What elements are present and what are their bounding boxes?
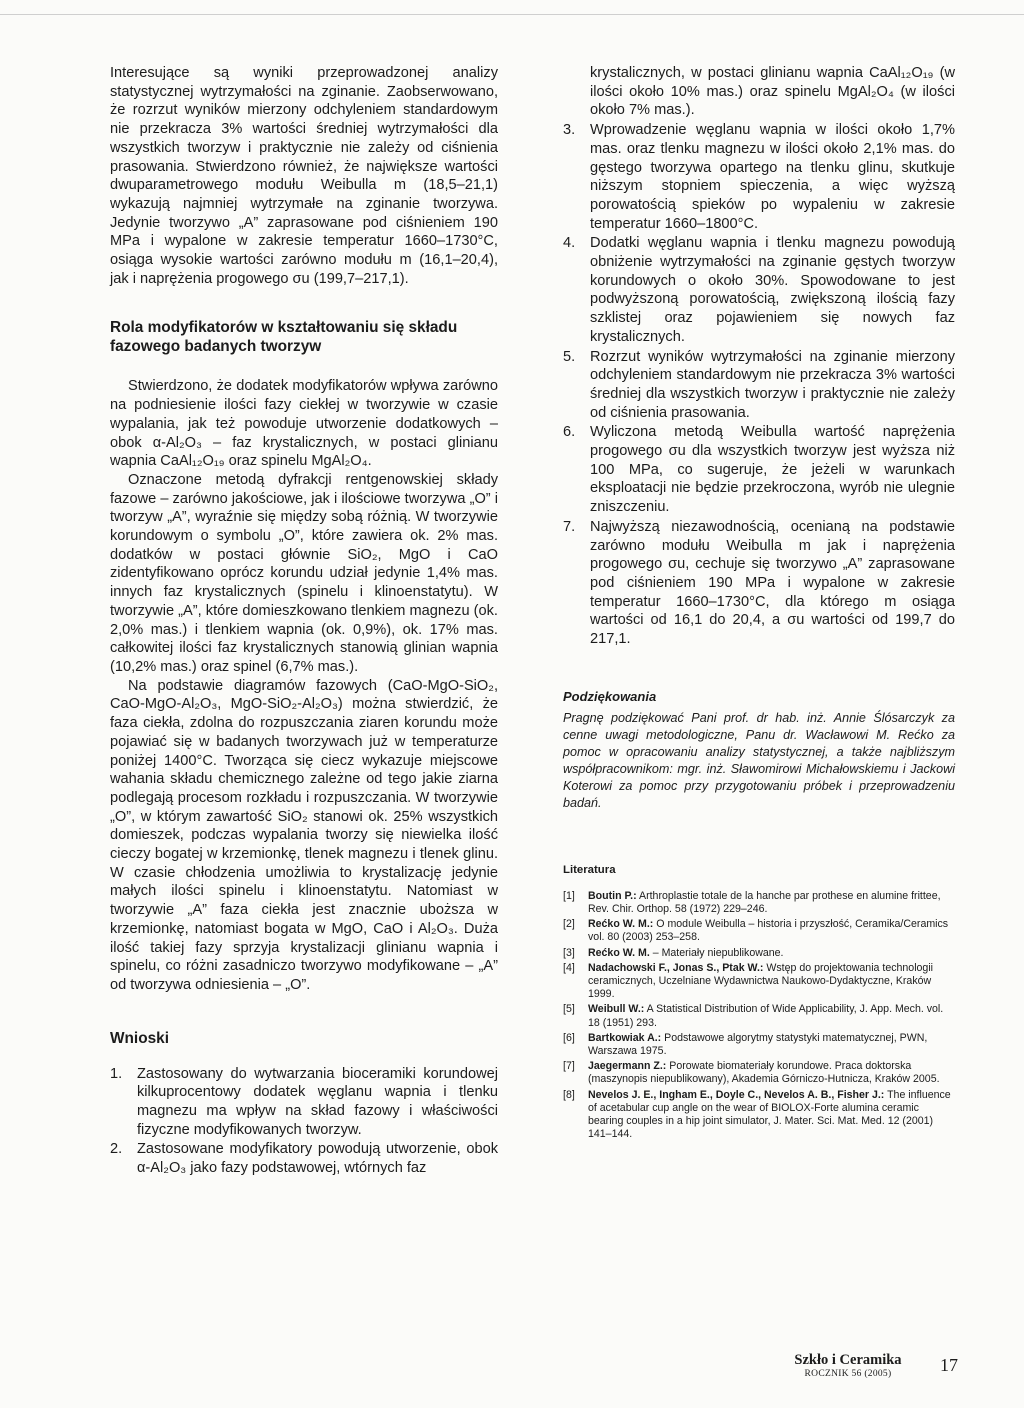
conclusion-number: 3.: [563, 122, 576, 139]
reference-body: [588, 947, 955, 960]
reference-text: Arthroplastie totale de la hanche par prothese en alumine frittee, Rev. Chir. Orthop. 58 (1972) 229–246.: [588, 889, 941, 915]
conclusion-number: 1.: [110, 1065, 123, 1082]
conclusion-number: 4.: [563, 235, 576, 252]
reference-authors: Boutin P.:: [588, 889, 637, 902]
reference-authors: Rećko W. M.:: [588, 918, 654, 931]
section-heading-modifiers: Rola modyfikatorów w kształtowaniu się składu fazowego badanych tworzyw: [110, 319, 458, 356]
reference-body: [588, 1089, 955, 1142]
reference-authors: Nevelos J. E., Ingham E., Doyle C., Nevelos A. B., Fisher J.:: [588, 1088, 885, 1101]
conclusion-text: Wprowadzenie węglanu wapnia w ilości około 1,7% mas. oraz tlenku magnezu w ilości około 2,1% mas. do gęstego tworzywa opartego na tlenku glinu, skutkuje niższym stopniem spieczenia, a więc wyższą porowatością spieków po wypaleniu w zakresie temperatur 1660–1800°C.: [590, 122, 955, 232]
conclusion-item: [563, 234, 955, 346]
reference-text: A Statistical Distribution of Wide Applicability, J. App. Mech. vol. 18 (1951) 293.: [588, 1003, 944, 1029]
reference-item: [563, 1089, 955, 1142]
conclusion-item: [563, 121, 955, 233]
reference-number: [8]: [563, 1088, 575, 1101]
paragraph-modifiers: Stwierdzono, że dodatek modyfikatorów wpływa zarówno na podniesienie ilości fazy ciekłej w tworzywie w czasie wypalania, jak też powoduje utworzenie dodatkowych – obok α-Al₂O₃ – faz krystalicznych, w postaci glinianu wapnia CaAl₁₂O₁₉ oraz spinelu MgAl₂O₄.: [110, 378, 498, 470]
section-heading-conclusions: Wnioski: [110, 1029, 169, 1047]
reference-item: [563, 1032, 955, 1058]
reference-number: [6]: [563, 1031, 575, 1044]
reference-text: Porowate biomateriały korundowe. Praca doktorska (maszynopis niepublikowany), Akademia Górniczo-Hutnicza, Kraków 2005.: [588, 1060, 940, 1086]
conclusion-item: [563, 64, 955, 120]
reference-text: O module Weibulla – historia i przyszłość, Ceramika/Ceramics vol. 80 (2003) 253–258.: [588, 918, 949, 944]
references-list: [563, 890, 955, 1142]
reference-item: [563, 890, 955, 916]
conclusion-text: Zastosowane modyfikatory powodują utworzenie, obok α-Al₂O₃ jako fazy podstawowej, wtórnych faz: [137, 1141, 498, 1177]
conclusion-text: Dodatki węglanu wapnia i tlenku magnezu powodują obniżenie wytrzymałości na zginanie gęstych tworzyw korundowych o około 30%. Spowodowane to jest podwyższoną porowatością, zwiększoną ilością fazy szklistej oraz pojawieniem się nowych faz krystalicznych.: [590, 235, 955, 345]
reference-item: [563, 1060, 955, 1086]
reference-authors: Nadachowski F., Jonas S., Ptak W.:: [588, 961, 764, 974]
conclusion-text: Wyliczona metodą Weibulla wartość naprężenia progowego σu dla wszystkich tworzyw jest wyższa niż 100 MPa, co sugeruje, że jeżeli w warunkach eksploatacji nie będzie przekroczona, wyrób nie ulegnie zniszczeniu.: [590, 424, 955, 516]
reference-number: [3]: [563, 946, 575, 959]
reference-authors: Bartkowiak A.:: [588, 1031, 662, 1044]
conclusion-item: [563, 423, 955, 517]
reference-item: [563, 962, 955, 1002]
reference-number: [7]: [563, 1060, 575, 1073]
reference-number: [1]: [563, 889, 575, 902]
reference-item: [563, 947, 955, 960]
acknowledgements-heading: Podziękowania: [563, 688, 657, 704]
reference-text: Wstęp do projektowania technologii ceramicznych, Uczelniane Wydawnictwa Naukowo-Dydaktyczne, Kraków 1999.: [588, 961, 934, 1001]
conclusion-item: [563, 518, 955, 649]
right-column: [563, 64, 955, 1143]
acknowledgements-text: Pragnę podziękować Pani prof. dr hab. inż. Annie Ślósarczyk za cenne uwagi metodologiczne, Panu dr. Wacławowi M. Rećko za pomoc w opracowaniu analizy statystycznej, a także najbliższym współpracownikom: mgr. inż. Sławomirowi Michałowskiemu i Jackowi Koterowi za pomoc przy przygotowaniu próbek i przeprowadzeniu badań.: [563, 710, 955, 810]
conclusion-number: [563, 64, 590, 120]
reference-body: [588, 918, 955, 944]
conclusions-list-continued: [563, 64, 955, 649]
journal-name: Szkło i Ceramika: [794, 1352, 902, 1368]
conclusion-number: 6.: [563, 424, 576, 441]
conclusion-item: [110, 1140, 498, 1177]
paragraph-statistics: Interesujące są wyniki przeprowadzonej analizy statystycznej wytrzymałości na zginanie. Zaobserwowano, że rozrzut wyników mierzony odchyleniem standardowym nie przekracza 3% wartości średniej wytrzymałości dla wszystkich tworzyw i praktycznie nie zależy od ciśnienia prasowania. Stwierdzono również, że największe wartości dwuparametrowego modułu Weibulla m (18,5–21,1) wykazują najmniej wytrzymałe na zginanie tworzywa. Jedynie tworzywo „A” zaprasowane pod ciśnieniem 190 MPa i wypalone w zakresie temperatur 1660–1730°C, osiąga wysokie wartości zarówno modułu m (16,1–20,4), jak i naprężenia progowego σu (199,7–217,1).: [110, 65, 498, 287]
reference-text: Podstawowe algorytmy statystyki matematycznej, PWN, Warszawa 1975.: [588, 1031, 928, 1058]
reference-body: [588, 1060, 955, 1086]
paragraph-xrd: Oznaczone metodą dyfrakcji rentgenowskiej składy fazowe – zarówno jakościowe, jak i ilościowe tworzywa „O” i tworzyw „A”, wyraźnie się między sobą różnią. W tworzywie korundowym o symbolu „O”, które zawiera ok. 2% mas. dodatków w postaci głównie SiO₂, MgO i CaO zidentyfikowano oprócz korundu udział jedynie 1,4% mas. innych faz krystalicznych (spinelu i klinoenstatytu). W tworzywie „A”, które domieszkowano tlenkiem magnezu (ok. 2,0% mas.) i tlenkiem wapnia (ok. 0,9%), ok. 17% mas. całkowitej ilości faz krystalicznych stanowią glinian wapnia (10,2% mas.) oraz spinel (6,7% mas.).: [110, 471, 498, 675]
reference-authors: Weibull W.:: [588, 1003, 645, 1016]
conclusion-number: 2.: [110, 1141, 123, 1158]
conclusion-text: Rozrzut wyników wytrzymałości na zginanie mierzony odchyleniem standardowym nie przekracza 3% wartości średniej dla wszystkich tworzyw i praktycznie nie zależy od ciśnienia prasowania.: [590, 348, 955, 421]
top-rule: [0, 14, 1024, 15]
reference-item: [563, 1003, 955, 1029]
reference-authors: Rećko W. M.: [588, 946, 650, 959]
references-heading: Literatura: [563, 863, 616, 876]
conclusion-item: [563, 348, 955, 423]
reference-item: [563, 918, 955, 944]
reference-body: [588, 962, 955, 1002]
reference-authors: Jaegermann Z.:: [588, 1060, 667, 1073]
reference-number: [5]: [563, 1003, 575, 1016]
reference-body: [588, 1003, 955, 1029]
conclusion-number: 7.: [563, 518, 576, 535]
reference-number: [2]: [563, 918, 575, 931]
reference-number: [4]: [563, 961, 575, 974]
conclusion-number: 5.: [563, 348, 576, 365]
conclusion-text: Zastosowany do wytwarzania bioceramiki korundowej kilkuprocentowy dodatek węglanu wapnia i tlenku magnezu ma wpływ na skład fazowy i właściwości fizyczne modyfikowanych tworzyw.: [137, 1065, 498, 1138]
journal-volume: ROCZNIK 56 (2005): [804, 1369, 892, 1379]
left-column: [110, 64, 498, 1179]
reference-text: The influence of acetabular cup angle on the wear of BIOLOX-Forte alumina ceramic bearing couples in a hip joint simulator, J. Mater. Sci. Mat. Med. 12 (2001) 141–144.: [588, 1088, 951, 1141]
reference-text: – Materiały niepublikowane.: [649, 946, 784, 959]
paragraph-phase-diagrams: Na podstawie diagramów fazowych (CaO-MgO-SiO₂, CaO-MgO-Al₂O₃, MgO-SiO₂-Al₂O₃) można stwierdzić, że faza ciekła, zdolna do rozpuszczania ziaren korundu może pojawiać się w badanych tworzywach już w temperaturze poniżej 1400°C. Tworząca się ciecz wykazuje miejscowe wahania składu chemicznego zależne od tego jakie ziarna podlegają procesom rozkładu i rozpuszczania. W tworzywie „O”, w którym zawartość SiO₂ stanowi ok. 25% wszystkich domieszek, podczas wypalania tworzy się niewielka ilość cieczy bogatej w krzemionkę, tlenek magnezu i tlenek glinu. W czasie chłodzenia umożliwia to krystalizację jedynie małych ilości spinelu i klinoenstatytu. Natomiast w tworzywie „A” faza ciekła jest znacznie uboższa w krzemionkę, natomiast bogata w MgO, CaO i Al₂O₃. Duża ilość takiej fazy sprzyja krystalizacji glinianu wapnia i spinelu, co różni zasadniczo tworzywo modyfikowane – „A” od tworzywa odniesienia – „O”.: [110, 677, 498, 993]
conclusion-text: Najwyższą niezawodnością, ocenianą na podstawie zarówno modułu Weibulla m jak i naprężenia progowego σu, cechuje się tworzywo „A” zaprasowane pod ciśnieniem 190 MPa i wypalone w zakresie temperatur 1660–1730°C, dla którego m osiąga wartości od 16,1 do 20,4, a σu wartości od 199,7 do 217,1.: [590, 518, 955, 648]
page-number: 17: [940, 1355, 958, 1375]
reference-body: [588, 1032, 955, 1058]
conclusion-item: [110, 1065, 498, 1140]
reference-body: [588, 890, 955, 916]
conclusion-text: krystalicznych, w postaci glinianu wapnia CaAl₁₂O₁₉ (w ilości około 10% mas.) oraz spinelu MgAl₂O₄ (w ilości około 7% mas.).: [590, 65, 955, 119]
conclusions-list: [110, 1065, 498, 1178]
